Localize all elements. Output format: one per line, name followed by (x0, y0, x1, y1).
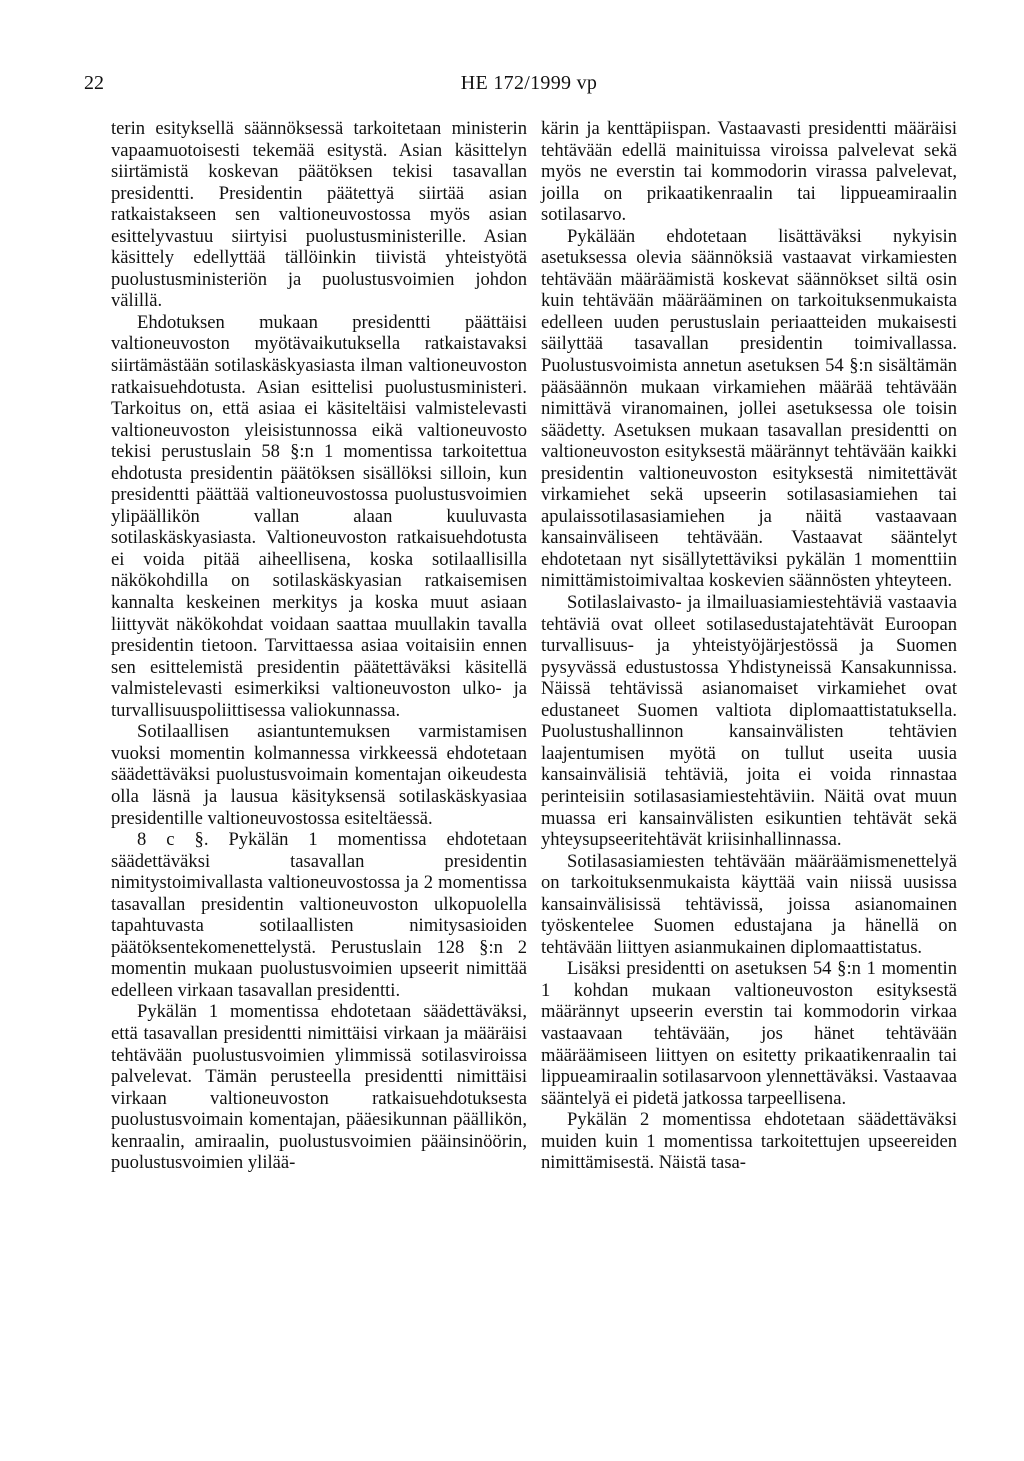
paragraph: Sotilaallisen asiantuntemuksen varmistamisen vuoksi momentin kolmannessa virkkeessä ehdotetaan säädettäväksi puolustusvoimain komentajan oikeudesta olla läsnä ja lausua käsityksensä sotilaskäskyasiaa presidentille valtioneuvostossa esiteltäessä. (111, 721, 527, 829)
paragraph: Sotilaslaivasto- ja ilmailuasiamiestehtäviä vastaavia tehtäviä ovat olleet sotilasedustajatehtävät Euroopan turvallisuus- ja yhteistyöjärjestössä ja Suomen pysyvässä edustustossa Yhdistyneissä Kansakunnissa. Näissä tehtävissä asianomaiset virkamiehet ovat edustaneet Suomen valtiota diplomaattistatuksella. Puolustushallinnon kansainvälisten tehtävien laajentumisen myötä on tullut useita uusia kansainvälisiä tehtäviä, joita ei voida rinnastaa perinteisiin sotilasasiamiestehtäviin. Näitä ovat muun muassa eri kansainvälisten esikuntien tehtävät sekä yhteysupseeritehtävät kriisinhallinnassa. (541, 592, 957, 851)
page-number: 22 (84, 72, 104, 94)
paragraph: Lisäksi presidentti on asetuksen 54 §:n 1 momentin 1 kohdan mukaan valtioneuvoston esityksestä määrännyt upseerin everstin tai kommodorin virkaa vastaavaan tehtävään, jos hänet tehtävään määräämiseen liittyen on esitetty prikaatikenraalin tai lippueamiraalin sotilasarvoon ylennettäväksi. Vastaavaa sääntelyä ei pidetä jatkossa tarpeellisena. (541, 958, 957, 1109)
paragraph: terin esityksellä säännöksessä tarkoitetaan ministerin vapaamuotoisesti tekemää esitystä. Asian käsittelyn siirtämistä koskevan päätöksen tekisi tasavallan presidentti. Presidentin päätettyä siirtää asian ratkaistakseen sen valtioneuvostossa myös asian esittelyvastuu siirtyisi puolustusministerille. Asian käsittely edellyttää tällöinkin tiivistä yhteistyötä puolustusministeriön ja puolustusvoimien johdon välillä. (111, 118, 527, 312)
right-text-column (541, 118, 957, 1174)
section-paragraph-8c: 8 c §. Pykälän 1 momentissa ehdotetaan säädettäväksi tasavallan presidentin nimitystoimivallasta valtioneuvostossa ja 2 momentissa tasavallan presidentin valtioneuvoston ulkopuolella tapahtuvasta sotilaallisten nimitysasioiden päätöksentekomenettelystä. Perustuslain 128 §:n 2 momentin mukaan puolustusvoimien upseerit nimittää edelleen virkaan tasavallan presidentti. (111, 829, 527, 1001)
document-identifier: HE 172/1999 vp (460, 72, 598, 94)
left-text-column (111, 118, 527, 1174)
paragraph: kärin ja kenttäpiispan. Vastaavasti presidentti määräisi tehtävään edellä mainituissa viroissa palvelevat sekä myös ne everstin tai kommodorin virassa palvelevat, joilla on prikaatikenraalin tai lippueamiraalin sotilasarvo. (541, 118, 957, 226)
page-header (84, 72, 974, 102)
paragraph: Sotilasasiamiesten tehtävään määräämismenettelyä on tarkoituksenmukaista käyttää vain niissä uusissa kansainvälisissä tehtävissä, joissa asianomainen työskentelee Suomen edustajana ja hänellä on tehtävään liittyen asianmukainen diplomaattistatus. (541, 850, 957, 958)
paragraph: Ehdotuksen mukaan presidentti päättäisi valtioneuvoston myötävaikutuksella ratkaistavaksi siirtämästään sotilaskäskyasiasta ilman valtioneuvoston ratkaisuehdotusta. Asian esittelisi puolustusministeri. Tarkoitus on, että asiaa ei käsiteltäisi valmistelevasti valtioneuvoston yleisistunnossa eikä valtioneuvosto tekisi perustuslain 58 §:n 1 momentissa tarkoitettua ehdotusta presidentin päätöksen sisällöksi silloin, kun presidentti päättää valtioneuvostossa puolustusvoimien ylipäällikön vallan alaan kuuluvasta sotilaskäskyasiasta. Valtioneuvoston ratkaisuehdotusta ei voida pitää aiheellisena, koska sotilaallisilla näkökohdilla on sotilaskäskyasian ratkaisemisen kannalta keskeinen merkitys ja koska muut asiaan liittyvät näkökohdat voidaan saattaa muullakin tavalla presidentin tietoon. Tarvittaessa asiaa voitaisiin ennen sen esittelemistä presidentin päätettäväksi käsitellä valmistelevasti esimerkiksi valtioneuvoston ulko- ja turvallisuuspoliittisessa valiokunnassa. (111, 311, 527, 721)
paragraph: Pykälään ehdotetaan lisättäväksi nykyisin asetuksessa olevia säännöksiä vastaavat virkamiesten tehtävään määräämistä koskevat säännökset siltä osin kuin tehtävään määrääminen on tarkoituksenmukaista edelleen uuden perustuslain periaatteiden mukaisesti säilyttää tasavallan presidentin toimivallassa. Puolustusvoimista annetun asetuksen 54 §:n sisältämän pääsäännön mukaan virkamiehen määrää tehtävään nimittävä viranomainen, jollei asetuksessa ole toisin säädetty. Asetuksen mukaan tasavallan presidentti on valtioneuvoston esityksestä määrännyt tehtävään kaikki presidentin valtioneuvoston esityksestä nimitettävät virkamiehet sekä upseerin sotilasasiamiehen tai apulaissotilasasiamiehen ja näitä vastaavaan kansainväliseen tehtävään. Vastaavat sääntelyt ehdotetaan nyt sisällytettäviksi pykälän 1 momenttiin nimittämistoimivaltaa koskevien säännösten yhteyteen. (541, 225, 957, 592)
paragraph: Pykälän 2 momentissa ehdotetaan säädettäväksi muiden kuin 1 momentissa tarkoitettujen upseereiden nimittämisestä. Näistä tasa- (541, 1109, 957, 1174)
paragraph: Pykälän 1 momentissa ehdotetaan säädettäväksi, että tasavallan presidentti nimittäisi virkaan ja määräisi tehtävään puolustusvoimien ylimmissä sotilasviroissa palvelevat. Tämän perusteella presidentti nimittäisi virkaan valtioneuvoston ratkaisuehdotuksesta puolustusvoimain komentajan, pääesikunnan päällikön, kenraalin, amiraalin, puolustusvoimien pääinsinöörin, puolustusvoimien ylilää- (111, 1001, 527, 1174)
